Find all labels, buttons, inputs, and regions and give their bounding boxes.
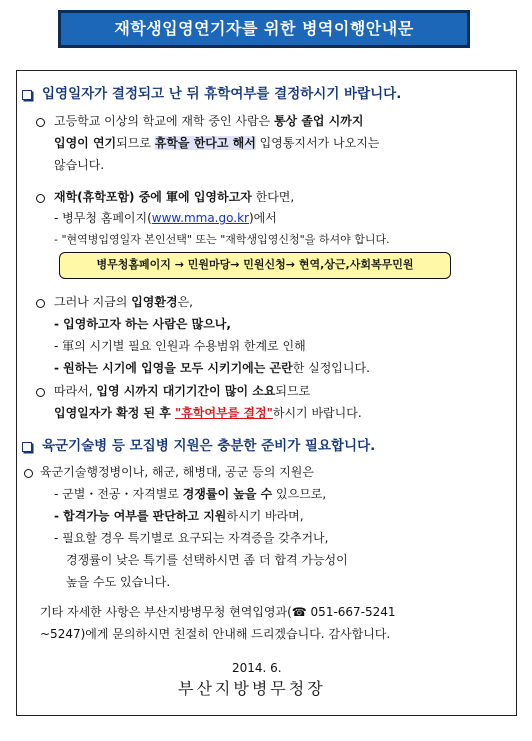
s1-item2-line2: [54, 210, 277, 227]
text: 기타 자세한 사항은 부산지방병무청 현역입영과(: [40, 605, 292, 619]
s1-item4-line2: [54, 405, 362, 422]
text: 그러나 지금의: [54, 295, 132, 309]
emphasis-text: 입영일자가 확정 된 후: [54, 406, 176, 420]
s2-item1-line4: - 필요할 경우 특기별로 요구되는 자격증을 갖추거나,: [54, 531, 329, 545]
emphasis-text: 입영 시까지 대기기간이 많이 소요: [96, 384, 276, 398]
homepage-link[interactable]: www.mma.go.kr: [151, 211, 249, 225]
issuing-organization: 부산지방병무청장: [178, 679, 326, 698]
issue-date: 2014. 6.: [232, 661, 282, 675]
page-title: 재학생입영연기자를 위한 병역이행안내문: [58, 10, 470, 48]
s2-item1-line3: [54, 508, 304, 525]
s1-item3-line1: [54, 294, 193, 311]
text: 되므로: [275, 384, 311, 398]
emphasis-text: 입영환경: [131, 295, 178, 309]
circle-bullet-icon: [36, 194, 45, 203]
highlight-text: 휴학을 한다고 해서: [154, 136, 256, 150]
s2-item1-line1: 육군기술행정병이나, 해군, 해병대, 공군 등의 지원은: [40, 465, 314, 479]
text: 한다면,: [251, 190, 295, 204]
s2-item1-line5: 경쟁률이 낮은 특기를 선택하시면 좀 더 합격 가능성이: [66, 553, 348, 567]
s1-item2-line3: - "현역병입영일자 본인선택" 또는 "재학생입영신청"을 하셔야 합니다.: [54, 233, 390, 246]
text: 입영통지서가 나오지는: [255, 136, 380, 150]
phone-number: 051-667-5241: [306, 605, 396, 619]
text: 따라서,: [54, 384, 97, 398]
emphasis-text: 입영이 연기: [54, 136, 117, 150]
s2-item1-line2: [54, 486, 326, 503]
s2-item1-line6: 높을 수도 있습니다.: [66, 575, 171, 589]
section1-heading: 입영일자가 결정되고 난 뒤 휴학여부를 결정하시기 바랍니다.: [42, 86, 402, 102]
circle-bullet-icon: [24, 469, 33, 478]
emphasis-text: 통상 졸업 시까지: [273, 114, 364, 128]
section2-heading: 육군기술병 등 모집병 지원은 충분한 준비가 필요합니다.: [42, 438, 376, 454]
text: - 병무청 홈페이지(: [54, 211, 152, 225]
contact-line1: [40, 604, 396, 621]
emphasis-text: - 원하는 시기에 입영을 모두 시키기에는 곤란: [54, 361, 293, 375]
route-highlight-box: 병무청홈페이지 → 민원마당→ 민원신청→ 현역,상근,사회복무민원: [59, 252, 451, 279]
text: )에서: [248, 211, 277, 225]
phone-icon: ☎: [291, 605, 307, 619]
square-bullet-icon: [22, 90, 32, 100]
text: 고등학교 이상의 학교에 재학 중인 사람은: [54, 114, 274, 128]
square-bullet-icon: [22, 442, 32, 452]
emphasis-text: 경쟁률이 높을 수: [182, 487, 273, 501]
circle-bullet-icon: [36, 388, 45, 397]
s1-item1-line3: 않습니다.: [54, 158, 105, 172]
text: 은,: [177, 295, 193, 309]
circle-bullet-icon: [36, 299, 45, 308]
circle-bullet-icon: [36, 118, 45, 127]
s1-item2-line1: [54, 189, 294, 206]
s1-item3-line4: [54, 360, 370, 377]
contact-line2: ~5247)에게 문의하시면 친절히 안내해 드리겠습니다. 감사합니다.: [40, 627, 391, 641]
s1-item1-line2: [54, 135, 379, 152]
emphasis-text: - 합격가능 여부를 판단하고 지원: [54, 509, 227, 523]
red-emphasis-text: "휴학여부를 결정": [175, 406, 273, 420]
text: 한 실정입니다.: [292, 361, 370, 375]
text: 하시기 바랍니다.: [272, 406, 362, 420]
s1-item1-line1: [54, 113, 363, 130]
s1-item4-line1: [54, 383, 310, 400]
text: - 군별・전공・자격별로: [54, 487, 183, 501]
text: 있으므로,: [272, 487, 327, 501]
emphasis-text: 재학(휴학포함) 중에 軍에 입영하고자: [54, 190, 252, 204]
text: 하시기 바라며,: [226, 509, 304, 523]
s1-item3-line3: - 軍의 시기별 필요 인원과 수용범위 한계로 인해: [54, 339, 306, 353]
s1-item3-line2: - 입영하고자 하는 사람은 많으나,: [54, 317, 231, 331]
text: 되므로: [116, 136, 155, 150]
